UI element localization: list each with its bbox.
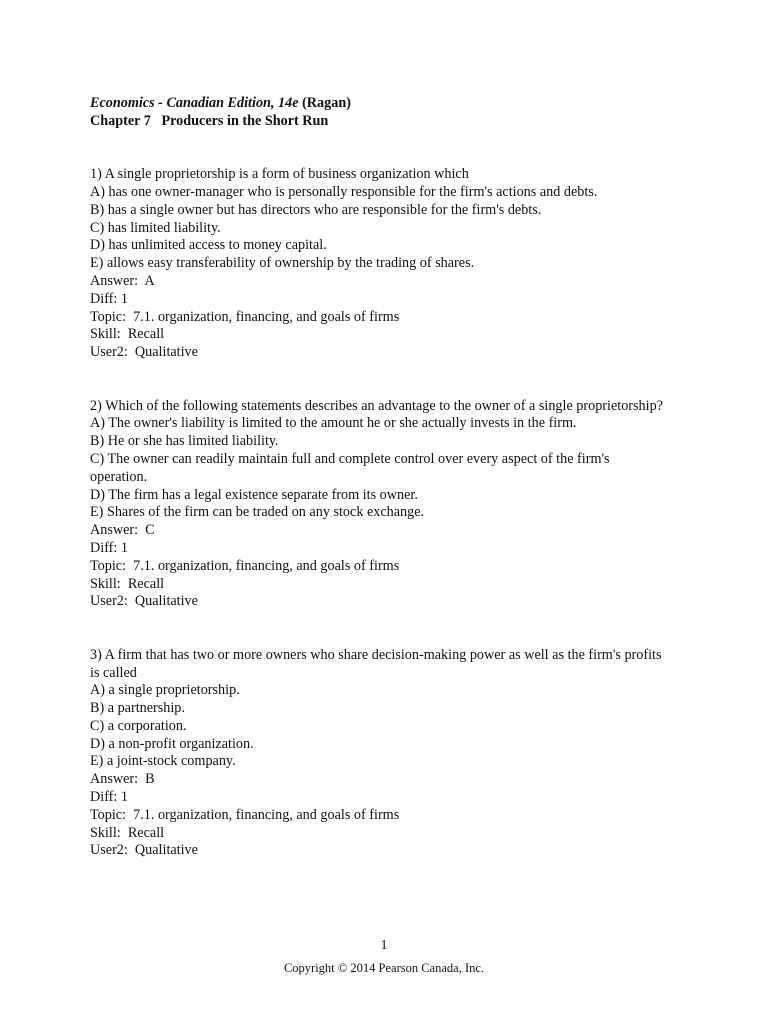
question-stem: 2) Which of the following statements describes an advantage to the owner of a single proprietorship? — [90, 397, 663, 414]
option-b: B) a partnership. — [90, 700, 185, 717]
question-stem: 1) A single proprietorship is a form of business organization which — [90, 166, 469, 183]
option-b: B) has a single owner but has directors who are responsible for the firm's debts. — [90, 201, 542, 218]
question-3 — [90, 647, 690, 861]
page-content — [90, 95, 690, 860]
topic: Topic: 7.1. organization, financing, and goals of firms — [90, 806, 400, 823]
topic: Topic: 7.1. organization, financing, and goals of firms — [90, 557, 400, 574]
skill: Skill: Recall — [90, 326, 165, 343]
answer: Answer: B — [90, 771, 155, 788]
option-c: C) The owner can readily maintain full and complete control over every aspect of the firm's operation. — [90, 450, 610, 485]
option-e: E) Shares of the firm can be traded on any stock exchange. — [90, 504, 425, 521]
difficulty: Diff: 1 — [90, 539, 128, 556]
spacer — [90, 611, 690, 629]
book-author: (Ragan) — [302, 95, 351, 111]
answer: Answer: A — [90, 272, 155, 289]
spacer — [90, 131, 690, 149]
question-1 — [90, 166, 690, 362]
option-d: D) a non-profit organization. — [90, 735, 254, 752]
option-d: D) has unlimited access to money capital. — [90, 237, 327, 254]
user2: User2: Qualitative — [90, 593, 198, 610]
option-a: A) has one owner-manager who is personally responsible for the firm's actions and debts. — [90, 183, 598, 200]
question-2 — [90, 398, 690, 612]
answer: Answer: C — [90, 522, 155, 539]
option-b: B) He or she has limited liability. — [90, 433, 279, 450]
user2: User2: Qualitative — [90, 344, 198, 361]
skill: Skill: Recall — [90, 575, 165, 592]
chapter-title: Chapter 7 Producers in the Short Run — [90, 112, 329, 129]
option-e: E) a joint-stock company. — [90, 753, 236, 770]
topic: Topic: 7.1. organization, financing, and goals of firms — [90, 308, 400, 325]
option-a: A) a single proprietorship. — [90, 682, 240, 699]
difficulty: Diff: 1 — [90, 290, 128, 307]
option-d: D) The firm has a legal existence separate from its owner. — [90, 486, 418, 503]
option-c: C) has limited liability. — [90, 219, 221, 236]
copyright-notice: Copyright © 2014 Pearson Canada, Inc. — [283, 961, 485, 975]
option-a: A) The owner's liability is limited to the amount he or she actually invests in the firm. — [90, 415, 577, 432]
page-number: 1 — [380, 938, 388, 953]
option-e: E) allows easy transferability of ownership by the trading of shares. — [90, 255, 475, 272]
book-title: Economics - Canadian Edition, 14e — [90, 95, 299, 111]
option-c: C) a corporation. — [90, 717, 187, 734]
question-stem: 3) A firm that has two or more owners who share decision-making power as well as the firm's profits is called — [90, 646, 662, 681]
spacer — [90, 362, 690, 380]
skill: Skill: Recall — [90, 824, 165, 841]
user2: User2: Qualitative — [90, 842, 198, 859]
difficulty: Diff: 1 — [90, 789, 128, 806]
book-title-line — [90, 95, 690, 113]
